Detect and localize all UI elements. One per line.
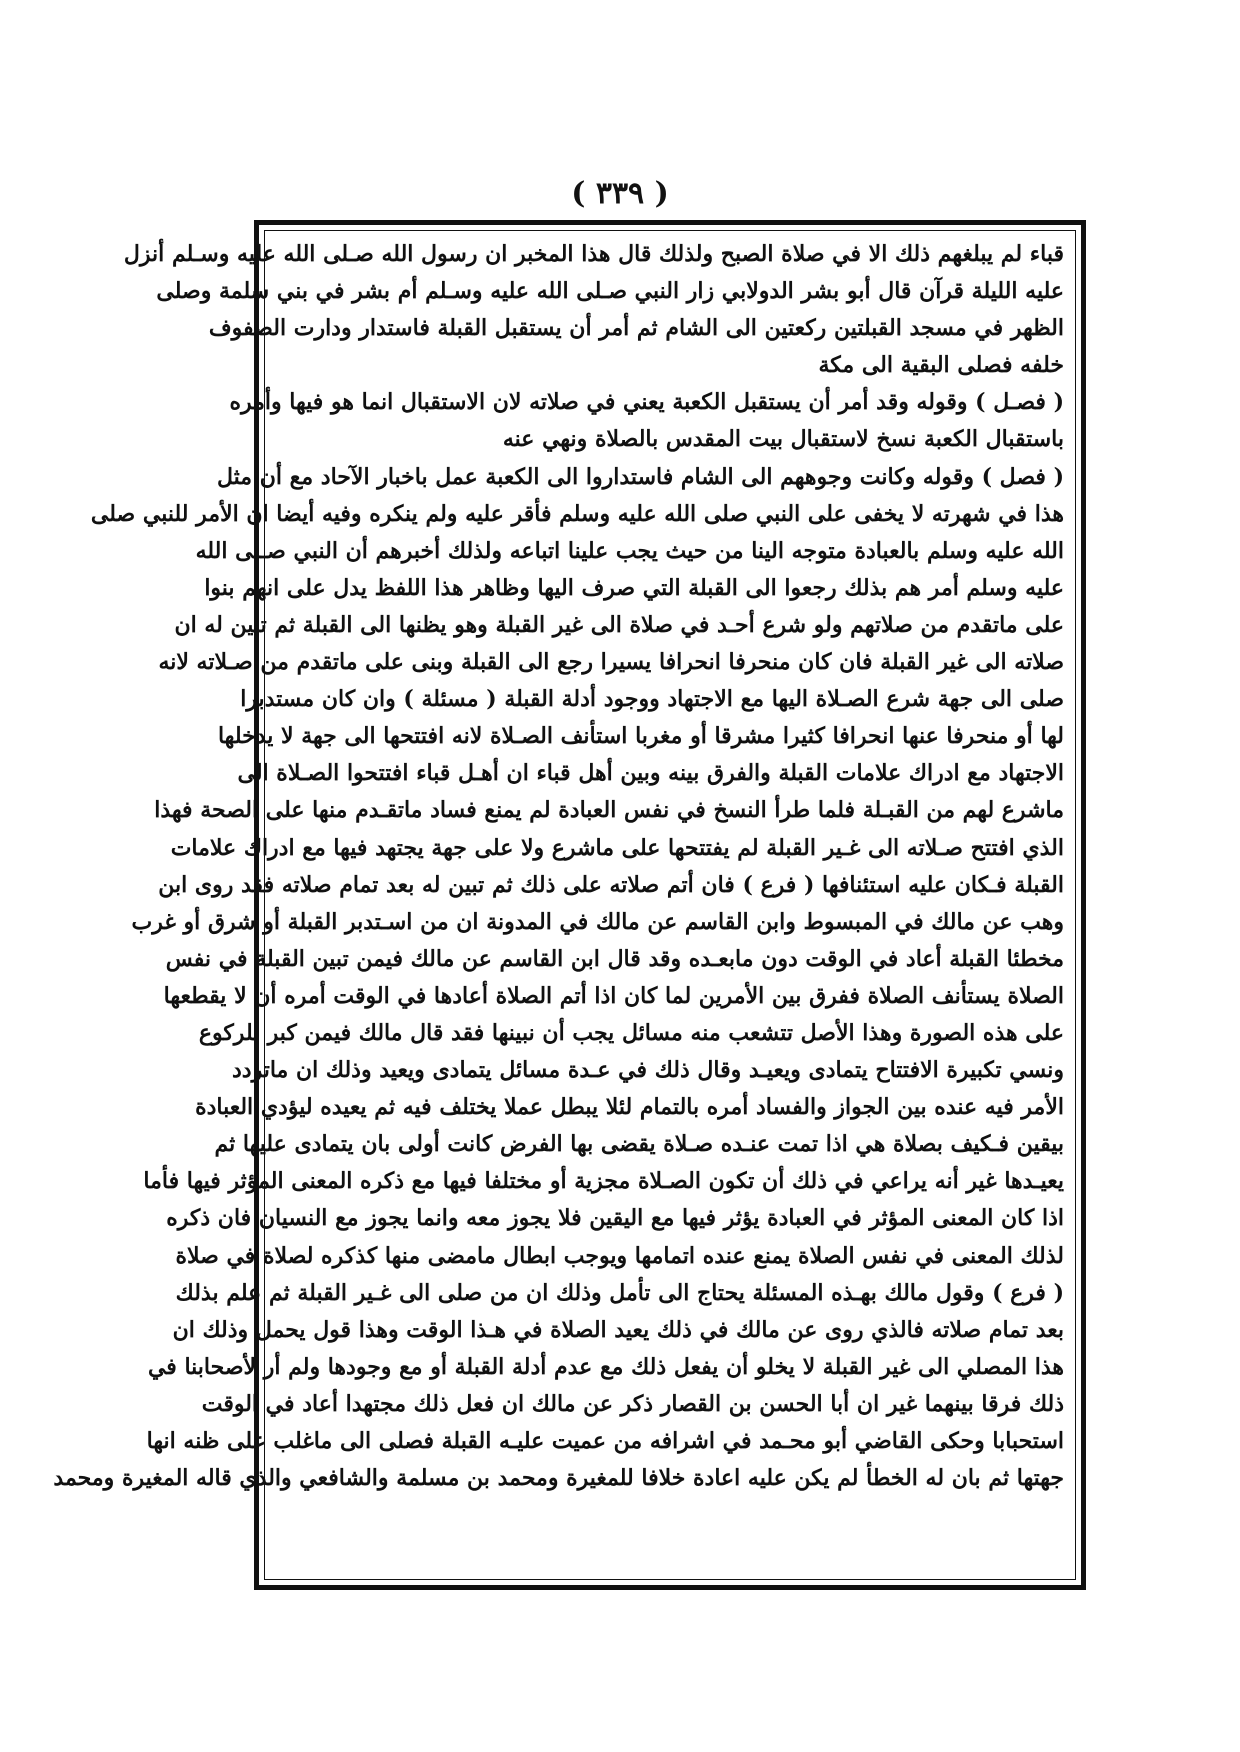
text-line: الأمر فيه عنده بين الجواز والفساد أمره بالتمام لئلا يبطل عملا يختلف فيه ثم يعيده ليؤدي العبادة [195, 1094, 1064, 1121]
text-line: يعيـدها غير أنه يراعي في ذلك أن تكون الصـلاة مجزية أو مختلفا فيها مع ذكره المعنى المؤثر فيها فأما [143, 1168, 1064, 1195]
text-line: القبلة فـكان عليه استئنافها ( فرع ) فان أتم صلاته على ذلك ثم تبين له بعد تمام صلاته فقد روى ابن [158, 871, 1064, 898]
text-line: مخطئا القبلة أعاد في الوقت دون مابعـده وقد قال ابن القاسم عن مالك فيمن تبين القبلة في نفس [165, 945, 1064, 972]
text-line: صلى الى جهة شرع الصـلاة اليها مع الاجتهاد ووجود أدلة القبلة ( مسئلة ) وان كان مستدبرا [240, 686, 1064, 713]
text-line: على ماتقدم من صلاتهم ولو شرع أحـد في صلاة الى غير القبلة وهو يظنها الى القبلة ثم تبين له ان [174, 611, 1064, 638]
text-line: استحبابا وحكى القاضي أبو محـمد في اشرافه من عميت عليـه القبلة فصلى الى ماغلب على ظنه انها [146, 1428, 1064, 1454]
text-line: عليه الليلة قرآن قال أبو بشر الدولابي زار النبي صـلى الله عليه وسـلم أم بشر في بني سلمة وصلى [156, 278, 1064, 305]
text-line: صلاته الى غير القبلة فان كان منحرفا انحرافا يسيرا رجع الى القبلة وبنى على ماتقدم من صـلاته لانه [158, 649, 1064, 676]
text-line: وهب عن مالك في المبسوط وابن القاسم عن مالك في المدونة ان من اسـتدبر القبلة أو شرق أو غرب [131, 908, 1064, 935]
text-line: هذا في شهرته لا يخفى على النبي صلى الله عليه وسلم فأقر عليه ولم ينكره وفيه أيضا ان الأمر للنبي صلى [90, 500, 1064, 527]
page-number: ( ٣٣٩ ) [571, 176, 669, 211]
text-line: ماشرع لهم من القبـلة فلما طرأ النسخ في نفس العبادة لم يمنع فساد ماتقـدم منها على الصحة فهذا [154, 797, 1064, 824]
text-line: الذي افتتح صـلاته الى غـير القبلة لم يفتتحها على ماشرع ولا على جهة يجتهد فيها مع ادراك علامات [170, 834, 1064, 861]
text-line: ذلك فرقا بينهما غير ان أبا الحسن بن القصار ذكر عن مالك ان فعل ذلك مجتهدا أعاد في الوقت [201, 1390, 1064, 1417]
text-line: الصلاة يستأنف الصلاة ففرق بين الأمرين لما كان اذا أتم الصلاة أعادها في الوقت أمره أن لا يقطعها [163, 982, 1064, 1009]
text-line: ( فصل ) وقوله وكانت وجوههم الى الشام فاستداروا الى الكعبة عمل باخبار الآحاد مع أن مثل [216, 463, 1064, 490]
text-line: ونسي تكبيرة الافتتاح يتمادى ويعيـد وقال ذلك في عـدة مسائل يتمادى ويعيد وذلك ان ماتردد [232, 1057, 1064, 1084]
text-line: الاجتهاد مع ادراك علامات القبلة والفرق بينه وبين أهل قباء ان أهـل قباء افتتحوا الصـلاة الى [237, 760, 1064, 787]
text-line: الله عليه وسلم بالعبادة متوجه الينا من حيث يجب علينا اتباعه ولذلك أخبرهم أن النبي صـلى الله [195, 537, 1064, 564]
text-line: بعد تمام صلاته فالذي روى عن مالك في ذلك يعيد الصلاة في هـذا الوقت وهذا قول يحمل وذلك ان [172, 1316, 1064, 1343]
text-line: خلفه فصلى البقية الى مكة [818, 352, 1064, 379]
text-line: بيقين فـكيف بصلاة هي اذا تمت عنـده صـلاة يقضى بها الفرض كانت أولى بان يتمادى عليها ثم [214, 1131, 1064, 1158]
text-line: اذا كان المعنى المؤثر في العبادة يؤثر فيها مع اليقين فلا يجوز معه وانما يجوز مع النسيان فان ذكره [166, 1205, 1064, 1232]
text-line: ( فرع ) وقول مالك بهـذه المسئلة يحتاج الى تأمل وذلك ان من صلى الى غـير القبلة ثم علم بذلك [175, 1279, 1064, 1306]
text-line: باستقبال الكعبة نسخ لاستقبال بيت المقدس بالصلاة ونهي عنه [502, 426, 1064, 453]
text-line: جهتها ثم بان له الخطأ لم يكن عليه اعادة خلافا للمغيرة ومحمد بن مسلمة والشافعي والذي قاله المغيرة ومحمد [53, 1465, 1064, 1492]
body-text [53, 236, 1064, 1572]
text-line: هذا المصلي الى غير القبلة لا يخلو أن يفعل ذلك مع عدم أدلة القبلة أو مع وجودها ولم أر لأصحابنا في [147, 1353, 1064, 1380]
text-line: ( فصـل ) وقوله وقد أمر أن يستقبل الكعبة يعني في صلاته لان الاستقبال انما هو فيها وأمره [229, 389, 1064, 416]
text-line: قباء لم يبلغهم ذلك الا في صلاة الصبح ولذلك قال هذا المخبر ان رسول الله صـلى الله عليه وسـلم أنزل [123, 241, 1064, 267]
text-line: على هذه الصورة وهذا الأصل تتشعب منه مسائل يجب أن نبينها فقد قال مالك فيمن كبر للركوع [198, 1019, 1064, 1046]
text-line: الظهر في مسجد القبلتين ركعتين الى الشام ثم أمر أن يستقبل القبلة فاستدار ودارت الصفوف [208, 315, 1064, 342]
text-line: عليه وسلم أمر هم بذلك رجعوا الى القبلة التي صرف اليها وظاهر هذا اللفظ يدل على انهم بنوا [204, 574, 1064, 601]
text-line: لذلك المعنى في نفس الصلاة يمنع عنده اتمامها ويوجب ابطال مامضى منها كذكره لصلاة في صلاة [175, 1242, 1064, 1269]
text-line: لها أو منحرفا عنها انحرافا كثيرا مشرقا أو مغربا استأنف الصـلاة لانه افتتحها الى جهة لا يدخلها [217, 723, 1064, 750]
